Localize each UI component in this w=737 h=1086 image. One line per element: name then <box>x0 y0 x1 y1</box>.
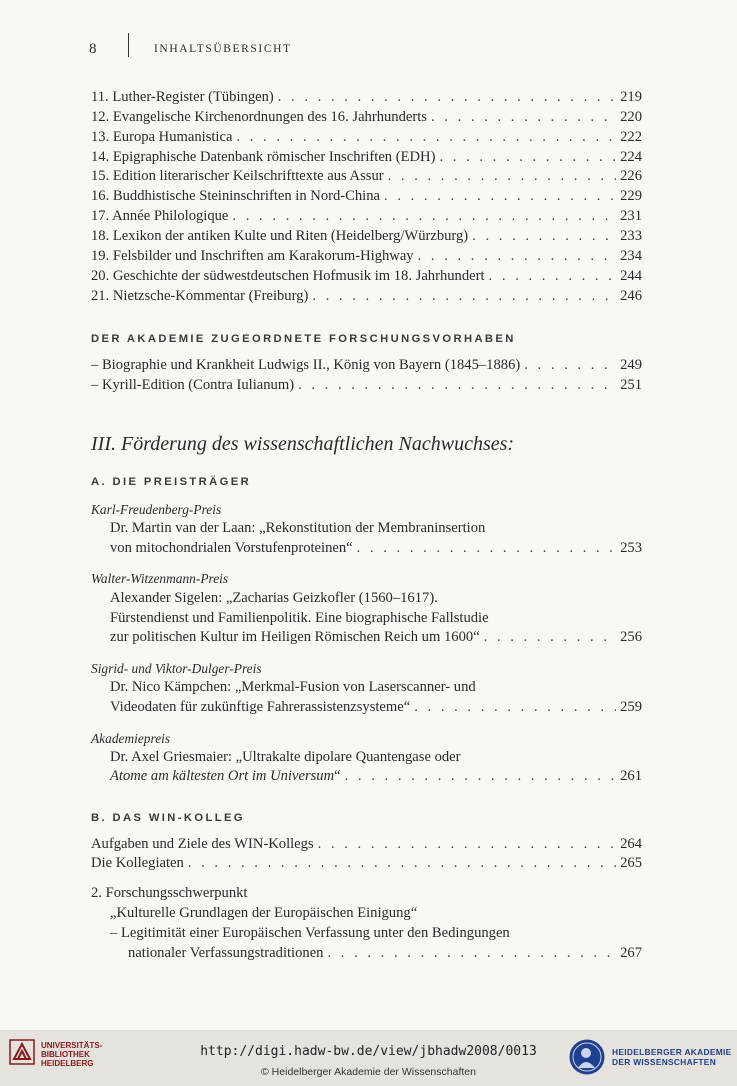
toc-entry: 15. Edition literarischer Keilschrifttexte aus Assur . . . 226 <box>91 168 642 188</box>
entry-line: Dr. Axel Griesmaier: „Ultrakalte dipolare Quantengase oder <box>110 749 461 765</box>
toc-page: 267 <box>620 945 642 961</box>
toc-page: 261 <box>620 768 642 784</box>
dot-leader <box>345 768 616 785</box>
section-heading: B. DAS WIN-KOLLEG <box>91 812 245 824</box>
part-heading: III. Förderung des wissenschaftlichen Nachwuchses: <box>91 433 515 455</box>
toc-page: 256 <box>620 629 642 645</box>
dot-leader <box>388 168 617 185</box>
toc-entry: Videodaten für zukünftige Fahrerassistenzsysteme“ . . . 259 <box>110 699 642 719</box>
toc-entry: 12. Evangelische Kirchenordnungen des 16. Jahrhunderts . . . 220 <box>91 109 642 129</box>
toc-entry: 18. Lexikon der antiken Kulte und Riten (Heidelberg/Würzburg) . . . 233 <box>91 228 642 248</box>
toc-page: 249 <box>620 357 642 373</box>
copyright-notice: © Heidelberger Akademie der Wissenschaften <box>261 1066 476 1078</box>
toc-entry: Aufgaben und Ziele des WIN-Kollegs . . . 264 <box>91 836 642 856</box>
section-heading: A. DIE PREISTRÄGER <box>91 476 252 488</box>
toc-entry: – Kyrill-Edition (Contra Iulianum) . . . 251 <box>91 377 642 397</box>
dot-leader <box>489 268 617 285</box>
entry-line: – Legitimität einer Europäischen Verfassung unter den Bedingungen <box>110 925 510 941</box>
toc-entry: 20. Geschichte der südwestdeutschen Hofmusik im 18. Jahrhundert . . . 244 <box>91 268 642 288</box>
dot-leader <box>484 629 616 646</box>
document-url-link[interactable]: http://digi.hadw-bw.de/view/jbhadw2008/0013 <box>200 1044 537 1059</box>
university-library-name: UNIVERSITÄTS- BIBLIOTHEK HEIDELBERG <box>41 1041 103 1068</box>
dot-leader <box>357 540 616 557</box>
toc-entry: 16. Buddhistische Steininschriften in Nord-China . . . 229 <box>91 188 642 208</box>
dot-leader <box>188 855 616 872</box>
running-title: INHALTSÜBERSICHT <box>154 43 292 55</box>
toc-page: 265 <box>620 855 642 871</box>
award-name: Sigrid- und Viktor-Dulger-Preis <box>91 661 262 676</box>
toc-entry: 17. Année Philologique . . . 231 <box>91 208 642 228</box>
dot-leader <box>418 248 617 265</box>
toc-entry: 21. Nietzsche-Kommentar (Freiburg) . . . 246 <box>91 288 642 308</box>
toc-page: 219 <box>620 89 642 105</box>
toc-page: 226 <box>620 168 642 184</box>
page-number: 8 <box>89 41 97 57</box>
toc-page: 222 <box>620 129 642 145</box>
entry-line: „Kulturelle Grundlagen der Europäischen Einigung“ <box>110 905 418 921</box>
toc-entry: 14. Epigraphische Datenbank römischer Inschriften (EDH) . . . 224 <box>91 149 642 169</box>
header-divider <box>128 33 129 57</box>
toc-entry: Atome am kältesten Ort im Universum“ . . . 261 <box>110 768 642 788</box>
toc-page: 253 <box>620 540 642 556</box>
dot-leader <box>312 288 616 305</box>
entry-line: 2. Forschungsschwerpunkt <box>91 885 248 901</box>
toc-page: 231 <box>620 208 642 224</box>
entry-line: Fürstendienst und Familienpolitik. Eine biographische Fallstudie <box>110 610 489 626</box>
entry-line: Dr. Nico Kämpchen: „Merkmal-Fusion von Laserscanner- und <box>110 679 476 695</box>
dot-leader <box>232 208 616 225</box>
entry-line: Dr. Martin van der Laan: „Rekonstitution der Membraninsertion <box>110 520 486 536</box>
viewer-footer <box>0 1030 737 1086</box>
dot-leader <box>414 699 616 716</box>
toc-page: 246 <box>620 288 642 304</box>
dot-leader <box>327 945 616 962</box>
toc-entry: 11. Luther-Register (Tübingen) . . . 219 <box>91 89 642 109</box>
dot-leader <box>298 377 616 394</box>
dot-leader <box>472 228 616 245</box>
toc-entry: 19. Felsbilder und Inschriften am Karakorum-Highway . . . 234 <box>91 248 642 268</box>
toc-entry: zur politischen Kultur im Heiligen Römischen Reich um 1600“ . . . 256 <box>110 629 642 649</box>
toc-page: 229 <box>620 188 642 204</box>
award-name: Akademiepreis <box>91 731 171 746</box>
toc-page: 233 <box>620 228 642 244</box>
entry-line: Alexander Sigelen: „Zacharias Geizkofler (1560–1617). <box>110 590 438 606</box>
toc-page: 264 <box>620 836 642 852</box>
academy-name: HEIDELBERGER AKADEMIE DER WISSENSCHAFTEN <box>612 1047 732 1067</box>
toc-page: 259 <box>620 699 642 715</box>
toc-entry: von mitochondrialen Vorstufenproteinen“ . . . 253 <box>110 540 642 560</box>
toc-page: 224 <box>620 149 642 165</box>
toc-page: 244 <box>620 268 642 284</box>
toc-page: 234 <box>620 248 642 264</box>
dot-leader <box>318 836 616 853</box>
dot-leader <box>384 188 616 205</box>
dot-leader <box>278 89 616 106</box>
section-heading: DER AKADEMIE ZUGEORDNETE FORSCHUNGSVORHABEN <box>91 333 516 345</box>
dot-leader <box>431 109 616 126</box>
dot-leader <box>236 129 616 146</box>
toc-page: 220 <box>620 109 642 125</box>
toc-entry: Die Kollegiaten . . . 265 <box>91 855 642 875</box>
italic-title: Atome am kältesten Ort im Universum <box>110 768 335 784</box>
award-name: Karl-Freudenberg-Preis <box>91 502 222 517</box>
dot-leader <box>439 149 616 166</box>
dot-leader <box>524 357 616 374</box>
toc-entry: 13. Europa Humanistica . . . 222 <box>91 129 642 149</box>
academy-seal-icon <box>568 1038 606 1076</box>
toc-entry: – Biographie und Krankheit Ludwigs II., König von Bayern (1845–1886) . . . 249 <box>91 357 642 377</box>
award-name: Walter-Witzenmann-Preis <box>91 571 229 586</box>
toc-entry: nationaler Verfassungstraditionen . . . 267 <box>128 945 642 965</box>
toc-page: 251 <box>620 377 642 393</box>
